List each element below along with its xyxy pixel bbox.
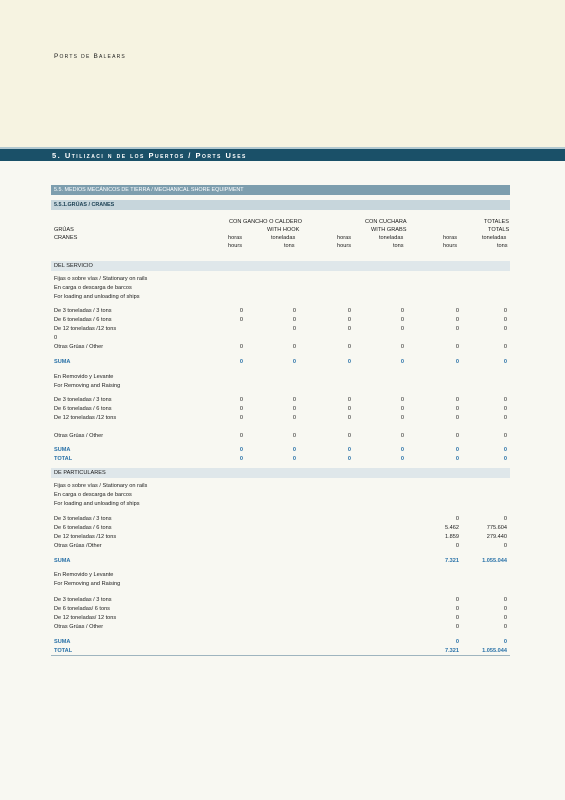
row-value: 0 bbox=[239, 344, 243, 350]
description-line bbox=[51, 373, 510, 382]
row-value: 0 bbox=[455, 624, 459, 630]
description-text: En Removido y Levante bbox=[54, 374, 114, 380]
row-value: 0 bbox=[503, 624, 507, 630]
col-hours: hours bbox=[443, 243, 457, 249]
row-value: 0 bbox=[239, 433, 243, 439]
row-label: De 12 toneladas /12 tons bbox=[54, 326, 117, 332]
chapter-title: 5. Utilizaci n de los Puertos / Ports Uses bbox=[52, 151, 247, 160]
description-text: Fijas o sobre vías / Stationary on rails bbox=[54, 483, 148, 489]
row-value: 0 bbox=[347, 397, 351, 403]
row-value: 0 bbox=[400, 317, 404, 323]
description-text: En Removido y Levante bbox=[54, 572, 114, 578]
description-text: For Removing and Raising bbox=[54, 581, 121, 587]
row-value: 0 bbox=[400, 326, 404, 332]
label-es: GRÚAS bbox=[54, 227, 74, 233]
row-value: 0 bbox=[503, 359, 507, 365]
row-value: 0 bbox=[455, 317, 459, 323]
row-value: 0 bbox=[292, 344, 296, 350]
description-text: En carga o descarga de barcos bbox=[54, 492, 132, 498]
row-value: 0 bbox=[400, 456, 404, 462]
row-value: 0 bbox=[455, 433, 459, 439]
description-line bbox=[51, 580, 510, 589]
row-label: De 12 toneladas /12 tons bbox=[54, 534, 117, 540]
row-value: 0 bbox=[400, 433, 404, 439]
col-horas: horas bbox=[337, 235, 351, 241]
col-toneladas: toneladas bbox=[482, 235, 507, 241]
table-row bbox=[51, 524, 510, 533]
row-label: Otras Grúas / Other bbox=[54, 624, 104, 630]
row-value: 5.462 bbox=[445, 525, 459, 531]
row-value: 0 bbox=[292, 397, 296, 403]
sum-row bbox=[51, 557, 510, 566]
row-value: 7.321 bbox=[445, 558, 459, 564]
row-value: 0 bbox=[239, 456, 243, 462]
row-label: SUMA bbox=[54, 359, 71, 365]
description-line bbox=[51, 293, 510, 302]
row-value: 0 bbox=[503, 456, 507, 462]
description-line bbox=[51, 571, 510, 580]
table-row bbox=[51, 405, 510, 414]
row-value: 0 bbox=[455, 406, 459, 412]
table-row bbox=[51, 325, 510, 334]
row-value: 0 bbox=[239, 397, 243, 403]
row-label: De 3 toneladas / 3 tons bbox=[54, 597, 112, 603]
row-value: 0 bbox=[503, 606, 507, 612]
table-row bbox=[51, 533, 510, 542]
row-value: 0 bbox=[292, 406, 296, 412]
row-value: 0 bbox=[292, 326, 296, 332]
subsection-title: 5.5.1.GRÚAS / CRANES bbox=[51, 200, 510, 210]
sum-row bbox=[51, 446, 510, 455]
row-value: 0 bbox=[455, 308, 459, 314]
row-value: 0 bbox=[400, 447, 404, 453]
row-label: TOTAL bbox=[54, 456, 73, 462]
row-value: 0 bbox=[400, 415, 404, 421]
row-value: 0 bbox=[503, 615, 507, 621]
row-label: De 6 toneladas / 6 tons bbox=[54, 525, 112, 531]
description-text: For loading and unloading of ships bbox=[54, 501, 140, 507]
row-label: Otras Grúas / Other bbox=[54, 433, 104, 439]
table-row bbox=[51, 414, 510, 423]
row-value: 0 bbox=[400, 406, 404, 412]
row-label: De 12 toneladas/ 12 tons bbox=[54, 615, 117, 621]
table-row bbox=[51, 307, 510, 316]
row-value: 0 bbox=[455, 359, 459, 365]
label-en: CRANES bbox=[54, 235, 78, 241]
col-toneladas: toneladas bbox=[271, 235, 296, 241]
row-value: 0 bbox=[503, 406, 507, 412]
description-text: For Removing and Raising bbox=[54, 383, 121, 389]
group-grabs-en: WITH GRABS bbox=[371, 227, 407, 233]
group-totals-es: TOTALES bbox=[484, 219, 509, 225]
row-value: 775.604 bbox=[486, 525, 507, 531]
row-label: SUMA bbox=[54, 558, 71, 564]
row-value: 0 bbox=[503, 397, 507, 403]
col-tons: tons bbox=[393, 243, 404, 249]
col-tons: tons bbox=[284, 243, 295, 249]
row-value: 0 bbox=[503, 597, 507, 603]
row-value: 0 bbox=[455, 326, 459, 332]
row-value: 0 bbox=[455, 456, 459, 462]
row-value: 0 bbox=[455, 639, 459, 645]
table-row bbox=[51, 542, 510, 551]
row-value: 0 bbox=[503, 543, 507, 549]
col-hours: hours bbox=[337, 243, 351, 249]
description-text: En carga o descarga de barcos bbox=[54, 285, 132, 291]
row-value: 0 bbox=[292, 433, 296, 439]
row-value: 0 bbox=[347, 433, 351, 439]
row-value: 0 bbox=[455, 447, 459, 453]
group-grabs-es: CON CUCHARA bbox=[365, 219, 407, 225]
row-value: 0 bbox=[455, 397, 459, 403]
table-row bbox=[51, 614, 510, 623]
table-row bbox=[51, 623, 510, 632]
row-value: 0 bbox=[503, 415, 507, 421]
row-value: 0 bbox=[239, 359, 243, 365]
row-value: 0 bbox=[503, 516, 507, 522]
row-value: 0 bbox=[292, 415, 296, 421]
description-line bbox=[51, 491, 510, 500]
column-header bbox=[51, 216, 510, 258]
table-body bbox=[51, 258, 510, 656]
row-value: 0 bbox=[239, 317, 243, 323]
table-row bbox=[51, 334, 510, 343]
sum-row bbox=[51, 358, 510, 367]
group-totals-en: TOTALS bbox=[488, 227, 510, 233]
row-value: 0 bbox=[239, 415, 243, 421]
cranes-table bbox=[51, 185, 510, 656]
col-horas: horas bbox=[228, 235, 242, 241]
table-row bbox=[51, 596, 510, 605]
row-value: 0 bbox=[503, 308, 507, 314]
row-label: 0 bbox=[54, 335, 58, 341]
col-hours: hours bbox=[228, 243, 242, 249]
page-header bbox=[0, 0, 565, 147]
group-hook-es: CON GANCHO O CALDERO bbox=[229, 219, 303, 225]
row-label: De 3 toneladas / 3 tons bbox=[54, 397, 112, 403]
table-row bbox=[51, 316, 510, 325]
row-value: 0 bbox=[239, 447, 243, 453]
row-value: 0 bbox=[239, 308, 243, 314]
row-value: 0 bbox=[455, 415, 459, 421]
sum-row bbox=[51, 638, 510, 647]
row-value: 0 bbox=[347, 344, 351, 350]
row-value: 0 bbox=[292, 447, 296, 453]
chapter-band bbox=[0, 147, 565, 161]
description-text: Fijas o sobre vías / Stationary on rails bbox=[54, 276, 148, 282]
row-value: 0 bbox=[503, 433, 507, 439]
row-value: 0 bbox=[239, 406, 243, 412]
row-value: 0 bbox=[503, 639, 507, 645]
table-row bbox=[51, 605, 510, 614]
row-label: SUMA bbox=[54, 447, 71, 453]
row-value: 7.321 bbox=[445, 648, 459, 654]
description-line bbox=[51, 284, 510, 293]
row-value: 279.440 bbox=[486, 534, 507, 540]
row-value: 0 bbox=[347, 317, 351, 323]
description-line bbox=[51, 382, 510, 391]
row-label: Otras Grúas /Other bbox=[54, 543, 102, 549]
row-label: De 6 toneladas/ 6 tons bbox=[54, 606, 110, 612]
row-value: 0 bbox=[347, 308, 351, 314]
brand-name: Ports de Balears bbox=[54, 53, 126, 60]
row-value: 0 bbox=[503, 344, 507, 350]
row-value: 1.055.044 bbox=[482, 558, 507, 564]
row-value: 0 bbox=[400, 308, 404, 314]
row-value: 0 bbox=[503, 447, 507, 453]
row-label: TOTAL bbox=[54, 648, 73, 654]
description-line bbox=[51, 275, 510, 284]
group-hook-en: WITH HOOK bbox=[267, 227, 300, 233]
description-line bbox=[51, 482, 510, 491]
row-value: 0 bbox=[503, 317, 507, 323]
row-value: 0 bbox=[347, 359, 351, 365]
row-value: 0 bbox=[292, 317, 296, 323]
row-value: 0 bbox=[292, 308, 296, 314]
row-label: SUMA bbox=[54, 639, 71, 645]
row-value: 0 bbox=[347, 406, 351, 412]
row-label: De 6 toneladas / 6 tons bbox=[54, 406, 112, 412]
section-title: 5.5. MEDIOS MECÁNICOS DE TIERRA / MECHANICAL SHORE EQUIPMENT bbox=[51, 185, 510, 195]
row-value: 0 bbox=[455, 606, 459, 612]
table-row bbox=[51, 343, 510, 352]
description-text: For loading and unloading of ships bbox=[54, 294, 140, 300]
row-label: Otras Grúas / Other bbox=[54, 344, 104, 350]
table-row bbox=[51, 432, 510, 441]
row-value: 0 bbox=[347, 415, 351, 421]
row-value: 0 bbox=[400, 359, 404, 365]
total-row bbox=[51, 647, 510, 656]
col-horas: horas bbox=[443, 235, 457, 241]
row-value: 0 bbox=[455, 516, 459, 522]
group-header: DEL SERVICIO bbox=[51, 261, 510, 271]
row-label: De 12 toneladas /12 tons bbox=[54, 415, 117, 421]
col-toneladas: toneladas bbox=[379, 235, 404, 241]
total-row bbox=[51, 455, 510, 464]
table-row bbox=[51, 515, 510, 524]
row-value: 0 bbox=[400, 344, 404, 350]
row-value: 0 bbox=[400, 397, 404, 403]
row-value: 0 bbox=[292, 359, 296, 365]
row-label: De 6 toneladas / 6 tons bbox=[54, 317, 112, 323]
row-value: 0 bbox=[455, 344, 459, 350]
row-value: 0 bbox=[503, 326, 507, 332]
row-value: 1.859 bbox=[445, 534, 459, 540]
description-line bbox=[51, 500, 510, 509]
col-tons: tons bbox=[497, 243, 508, 249]
row-label: De 3 toneladas / 3 tons bbox=[54, 516, 112, 522]
row-value: 0 bbox=[347, 326, 351, 332]
table-row bbox=[51, 396, 510, 405]
group-header: DE PARTICULARES bbox=[51, 468, 510, 478]
row-value: 0 bbox=[455, 597, 459, 603]
row-value: 0 bbox=[347, 447, 351, 453]
row-value: 0 bbox=[347, 456, 351, 462]
row-value: 0 bbox=[292, 456, 296, 462]
row-value: 0 bbox=[455, 615, 459, 621]
row-label: De 3 toneladas / 3 tons bbox=[54, 308, 112, 314]
row-value: 1.055.044 bbox=[482, 648, 507, 654]
row-value: 0 bbox=[455, 543, 459, 549]
